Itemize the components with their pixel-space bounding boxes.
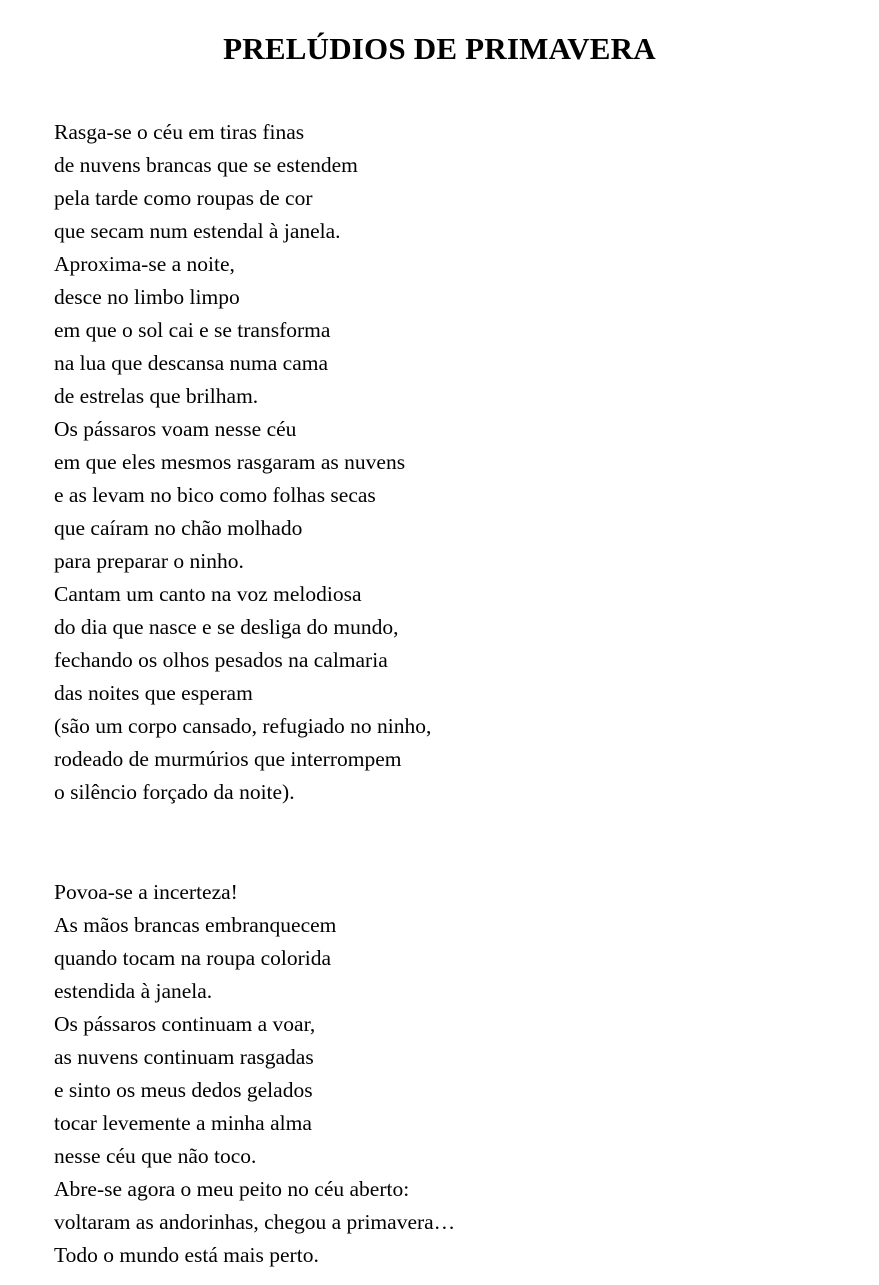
poem-line: Povoa-se a incerteza! [54, 880, 238, 904]
poem-line: em que eles mesmos rasgaram as nuvens [54, 450, 406, 474]
poem-line: que caíram no chão molhado [54, 516, 303, 540]
poem-line: das noites que esperam [54, 681, 253, 705]
poem-line: que secam num estendal à janela. [54, 219, 341, 243]
poem-line: Os pássaros continuam a voar, [54, 1012, 316, 1036]
poem-line: de estrelas que brilham. [54, 384, 259, 408]
poem-line: Todo o mundo está mais perto. [54, 1243, 319, 1267]
poem-line: de nuvens brancas que se estendem [54, 153, 358, 177]
poem-line: desce no limbo limpo [54, 285, 240, 309]
poem-line: Cantam um canto na voz melodiosa [54, 582, 362, 606]
poem-line: e sinto os meus dedos gelados [54, 1078, 313, 1102]
poem-line: quando tocam na roupa colorida [54, 946, 332, 970]
stanza-2 [54, 876, 455, 1272]
poem-line: e as levam no bico como folhas secas [54, 483, 376, 507]
poem-line: estendida à janela. [54, 979, 213, 1003]
poem-line: nesse céu que não toco. [54, 1144, 257, 1168]
poem-line: as nuvens continuam rasgadas [54, 1045, 314, 1069]
poem-line: Abre-se agora o meu peito no céu aberto: [54, 1177, 410, 1201]
poem-line: na lua que descansa numa cama [54, 351, 328, 375]
poem-title: PRELÚDIOS DE PRIMAVERA [223, 30, 656, 66]
poem-line: pela tarde como roupas de cor [54, 186, 313, 210]
stanza-1 [54, 116, 431, 809]
poem-line: voltaram as andorinhas, chegou a primavera… [54, 1210, 456, 1234]
poem-line: em que o sol cai e se transforma [54, 318, 331, 342]
poem-line: Aproxima-se a noite, [54, 252, 235, 276]
poem-line: para preparar o ninho. [54, 549, 244, 573]
poem-line: rodeado de murmúrios que interrompem [54, 747, 402, 771]
poem-line: do dia que nasce e se desliga do mundo, [54, 615, 399, 639]
poem-line: (são um corpo cansado, refugiado no ninho, [54, 714, 432, 738]
poem-line: o silêncio forçado da noite). [54, 780, 295, 804]
poem-line: Rasga-se o céu em tiras finas [54, 120, 305, 144]
poem-line: As mãos brancas embranquecem [54, 913, 337, 937]
poem-line: fechando os olhos pesados na calmaria [54, 648, 388, 672]
poem-line: Os pássaros voam nesse céu [54, 417, 297, 441]
poem-line: tocar levemente a minha alma [54, 1111, 312, 1135]
